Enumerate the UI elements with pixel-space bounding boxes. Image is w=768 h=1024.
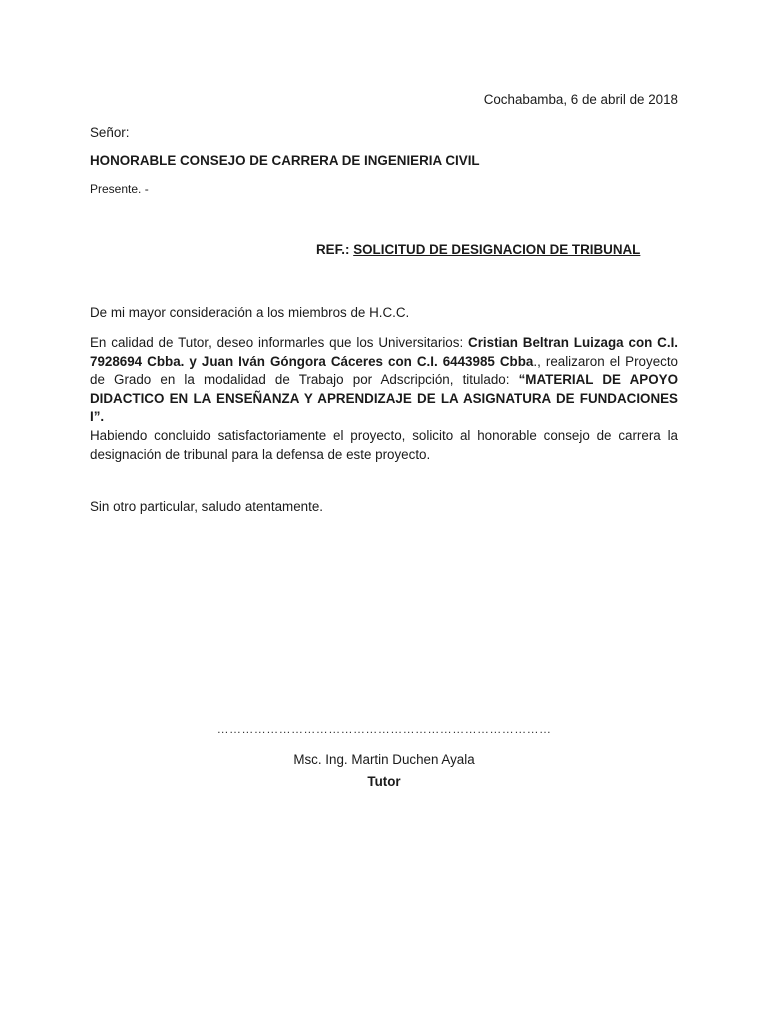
student-names: Cristian Beltran Luizaga con C.I. 7928694 Cbba. y Juan Iván Góngora Cáceres con C.I. 6443985 Cbba — [90, 335, 679, 369]
salutation: Señor: — [90, 125, 130, 140]
para1-middle: ., realizaron el Proyecto de Grado en la modalidad de Trabajo por Adscripción, titulado: — [90, 353, 678, 388]
greeting: De mi mayor consideración a los miembros de H.C.C. — [90, 305, 410, 320]
signature-line: ……………………………………………………………………… — [216, 722, 552, 736]
signer-role: Tutor — [367, 774, 401, 789]
body-paragraph-2: Habiendo concluido satisfactoriamente el proyecto, solicito al honorable consejo de carrera la designación de tribunal para la defensa de este proyecto. — [90, 427, 678, 462]
ref-label: REF.: — [316, 242, 354, 257]
closing: Sin otro particular, saludo atentamente. — [90, 499, 323, 514]
letter-body — [90, 334, 678, 464]
project-title: “MATERIAL DE APOYO DIDACTICO EN LA ENSEÑANZA Y APRENDIZAJE DE LA ASIGNATURA DE FUNDACIONES I”. — [90, 372, 678, 425]
ref-subject: SOLICITUD DE DESIGNACION DE TRIBUNAL — [353, 242, 641, 257]
reference-line — [316, 242, 640, 257]
signer-name: Msc. Ing. Martin Duchen Ayala — [293, 752, 475, 767]
presente-line: Presente. - — [90, 182, 149, 196]
recipient: HONORABLE CONSEJO DE CARRERA DE INGENIERIA CIVIL — [90, 153, 480, 168]
para1-intro: En calidad de Tutor, deseo informarles que los Universitarios: — [90, 335, 469, 350]
body-paragraph-1 — [90, 334, 678, 427]
letter-date: Cochabamba, 6 de abril de 2018 — [483, 92, 678, 107]
